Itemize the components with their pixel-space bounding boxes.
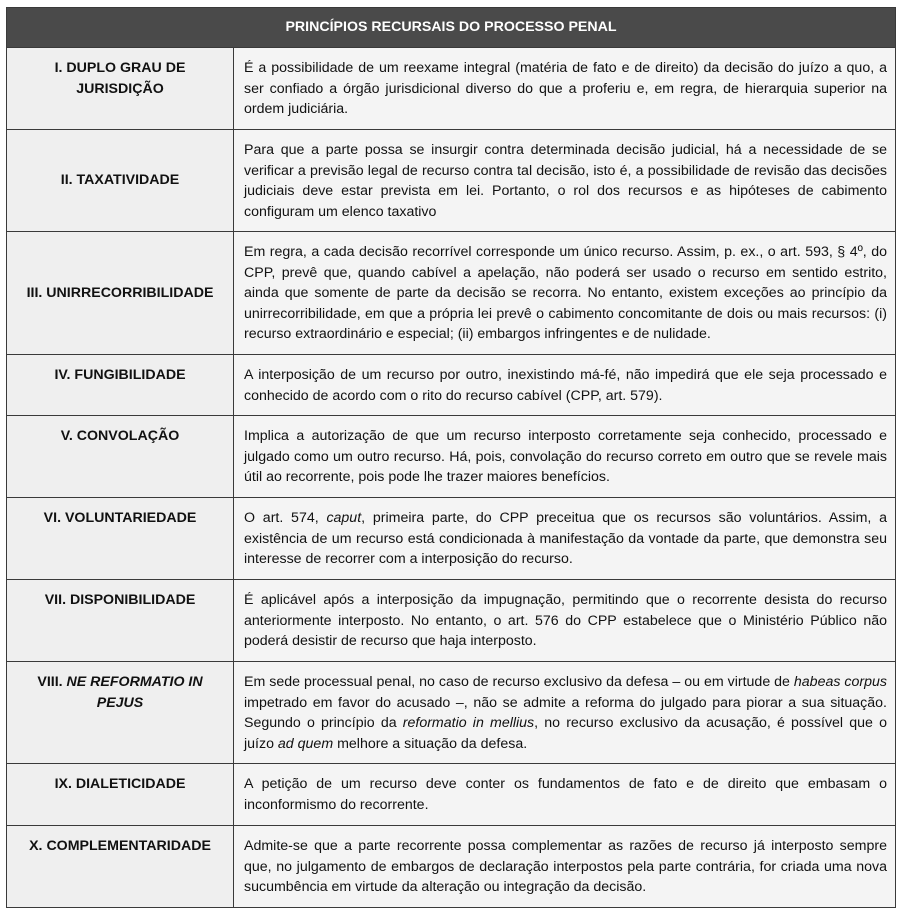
- principle-name: [7, 764, 234, 826]
- table-row: [7, 416, 896, 498]
- text-segment: I. DUPLO GRAU DE JURISDIÇÃO: [54, 60, 186, 97]
- table-row: [7, 130, 896, 232]
- text-segment: VII. DISPONIBILIDADE: [44, 592, 196, 608]
- principle-name: [7, 232, 234, 355]
- italic-text-segment: caput: [326, 510, 362, 526]
- text-segment: VI. VOLUNTARIEDADE: [43, 510, 197, 526]
- text-segment: A interposição de um recurso por outro, inexistindo má-fé, não impedirá que ele seja processado e conhecido de acordo com o rito do recurso cabível (CPP, art. 579).: [244, 367, 887, 404]
- principle-description: [234, 826, 896, 908]
- principle-description: [234, 48, 896, 130]
- italic-text-segment: ad quem: [277, 735, 334, 752]
- text-segment: Para que a parte possa se insurgir contra determinada decisão judicial, há a necessidade de se verificar a previsão legal de recurso contra tal decisão, isto é, a possibilidade de revisão das decisões judiciais deve estar prevista em lei. Portanto, o rol dos recursos e as hipóteses de cabimento configuram um elenco taxativo: [244, 142, 887, 220]
- italic-text-segment: NE REFORMATIO IN PEJUS: [66, 674, 203, 711]
- principle-description: [234, 232, 896, 355]
- principle-description: [234, 764, 896, 826]
- principle-name: [7, 48, 234, 130]
- principles-table: [6, 7, 896, 908]
- text-segment: A petição de um recurso deve conter os fundamentos de fato e de direito que embasam o inconformismo do recorrente.: [244, 776, 887, 813]
- principle-description: [234, 498, 896, 580]
- principle-name: [7, 416, 234, 498]
- principle-description: [234, 662, 896, 764]
- text-segment: impetrado em favor do acusado –, não se admite a reforma do julgado para piorar a sua situação. Segundo o princípio da: [244, 694, 887, 731]
- text-segment: , no recurso exclusivo da acusação, é possível que o juízo: [244, 715, 887, 752]
- table-body: [7, 48, 896, 908]
- text-segment: É a possibilidade de um reexame integral (matéria de fato e de direito) da decisão do juízo a quo, a ser confiado a órgão jurisdicional diverso do que a proferiu e, em regra, de hierarquia superior na ordem judiciária.: [244, 60, 887, 117]
- principle-description: [234, 580, 896, 662]
- table-row: [7, 48, 896, 130]
- text-segment: O art. 574,: [244, 510, 327, 526]
- text-segment: II. TAXATIVIDADE: [60, 172, 180, 189]
- principle-name: [7, 580, 234, 662]
- table-row: [7, 826, 896, 908]
- principles-table-container: [6, 7, 896, 908]
- text-segment: Admite-se que a parte recorrente possa complementar as razões de recurso já interposto sempre que, no julgamento de embargos de declaração interpostos pela parte contrária, for criada uma nova sucumbência em virtude da alteração ou integração da decisão.: [244, 838, 887, 895]
- text-segment: IV. FUNGIBILIDADE: [54, 367, 186, 383]
- table-row: [7, 498, 896, 580]
- principle-name: [7, 355, 234, 416]
- text-segment: melhore a situação da defesa.: [333, 735, 528, 752]
- text-segment: Em sede processual penal, no caso de recurso exclusivo da defesa – ou em virtude de: [244, 674, 794, 690]
- table-title: PRINCÍPIOS RECURSAIS DO PROCESSO PENAL: [7, 8, 896, 48]
- italic-text-segment: reformatio in mellius: [402, 715, 535, 731]
- principle-name: [7, 662, 234, 764]
- text-segment: V. CONVOLAÇÃO: [60, 428, 180, 444]
- principle-name: [7, 826, 234, 908]
- principle-name: [7, 130, 234, 232]
- table-header-row: [7, 8, 896, 48]
- text-segment: X. COMPLEMENTARIDADE: [29, 838, 211, 854]
- table-row: [7, 355, 896, 416]
- principle-description: [234, 130, 896, 232]
- principle-description: [234, 355, 896, 416]
- italic-text-segment: habeas corpus: [793, 674, 887, 690]
- text-segment: VIII.: [37, 674, 67, 690]
- table-row: [7, 232, 896, 355]
- table-row: [7, 662, 896, 764]
- text-segment: Implica a autorização de que um recurso interposto corretamente seja conhecido, processado e julgado como um outro recurso. Há, pois, convolação do recurso correto em outro que se revele mais útil ao recorrente, pois pode lhe trazer maiores benefícios.: [244, 428, 887, 485]
- text-segment: Em regra, a cada decisão recorrível corresponde um único recurso. Assim, p. ex., o art. 593, § 4º, do CPP, prevê que, quando cabível a apelação, não poderá ser usado o recurso em sentido estrito, ainda que somente de parte da decisão se recorra. No entanto, existem exceções ao princípio da unirrecorribilidade, em que a própria lei prevê o cabimento concomitante de dois ou mais recursos: (i) recurso extraordinário e especial; (ii) embargos infringentes e de nulidade.: [244, 244, 887, 342]
- text-segment: IX. DIALETICIDADE: [54, 776, 186, 792]
- table-row: [7, 580, 896, 662]
- text-segment: , primeira parte, do CPP preceitua que os recursos são voluntários. Assim, a existência de um recurso está condicionada à manifestação da vontade da parte, que demonstra seu interesse de recorrer com a interposição do recurso.: [244, 510, 887, 567]
- text-segment: III. UNIRRECORRIBILIDADE: [26, 284, 214, 301]
- table-row: [7, 764, 896, 826]
- principle-description: [234, 416, 896, 498]
- principle-name: [7, 498, 234, 580]
- text-segment: É aplicável após a interposição da impugnação, permitindo que o recorrente desista do recurso anteriormente interposto. No entanto, o art. 576 do CPP estabelece que o Ministério Público não poderá desistir de recurso que haja interposto.: [244, 592, 887, 649]
